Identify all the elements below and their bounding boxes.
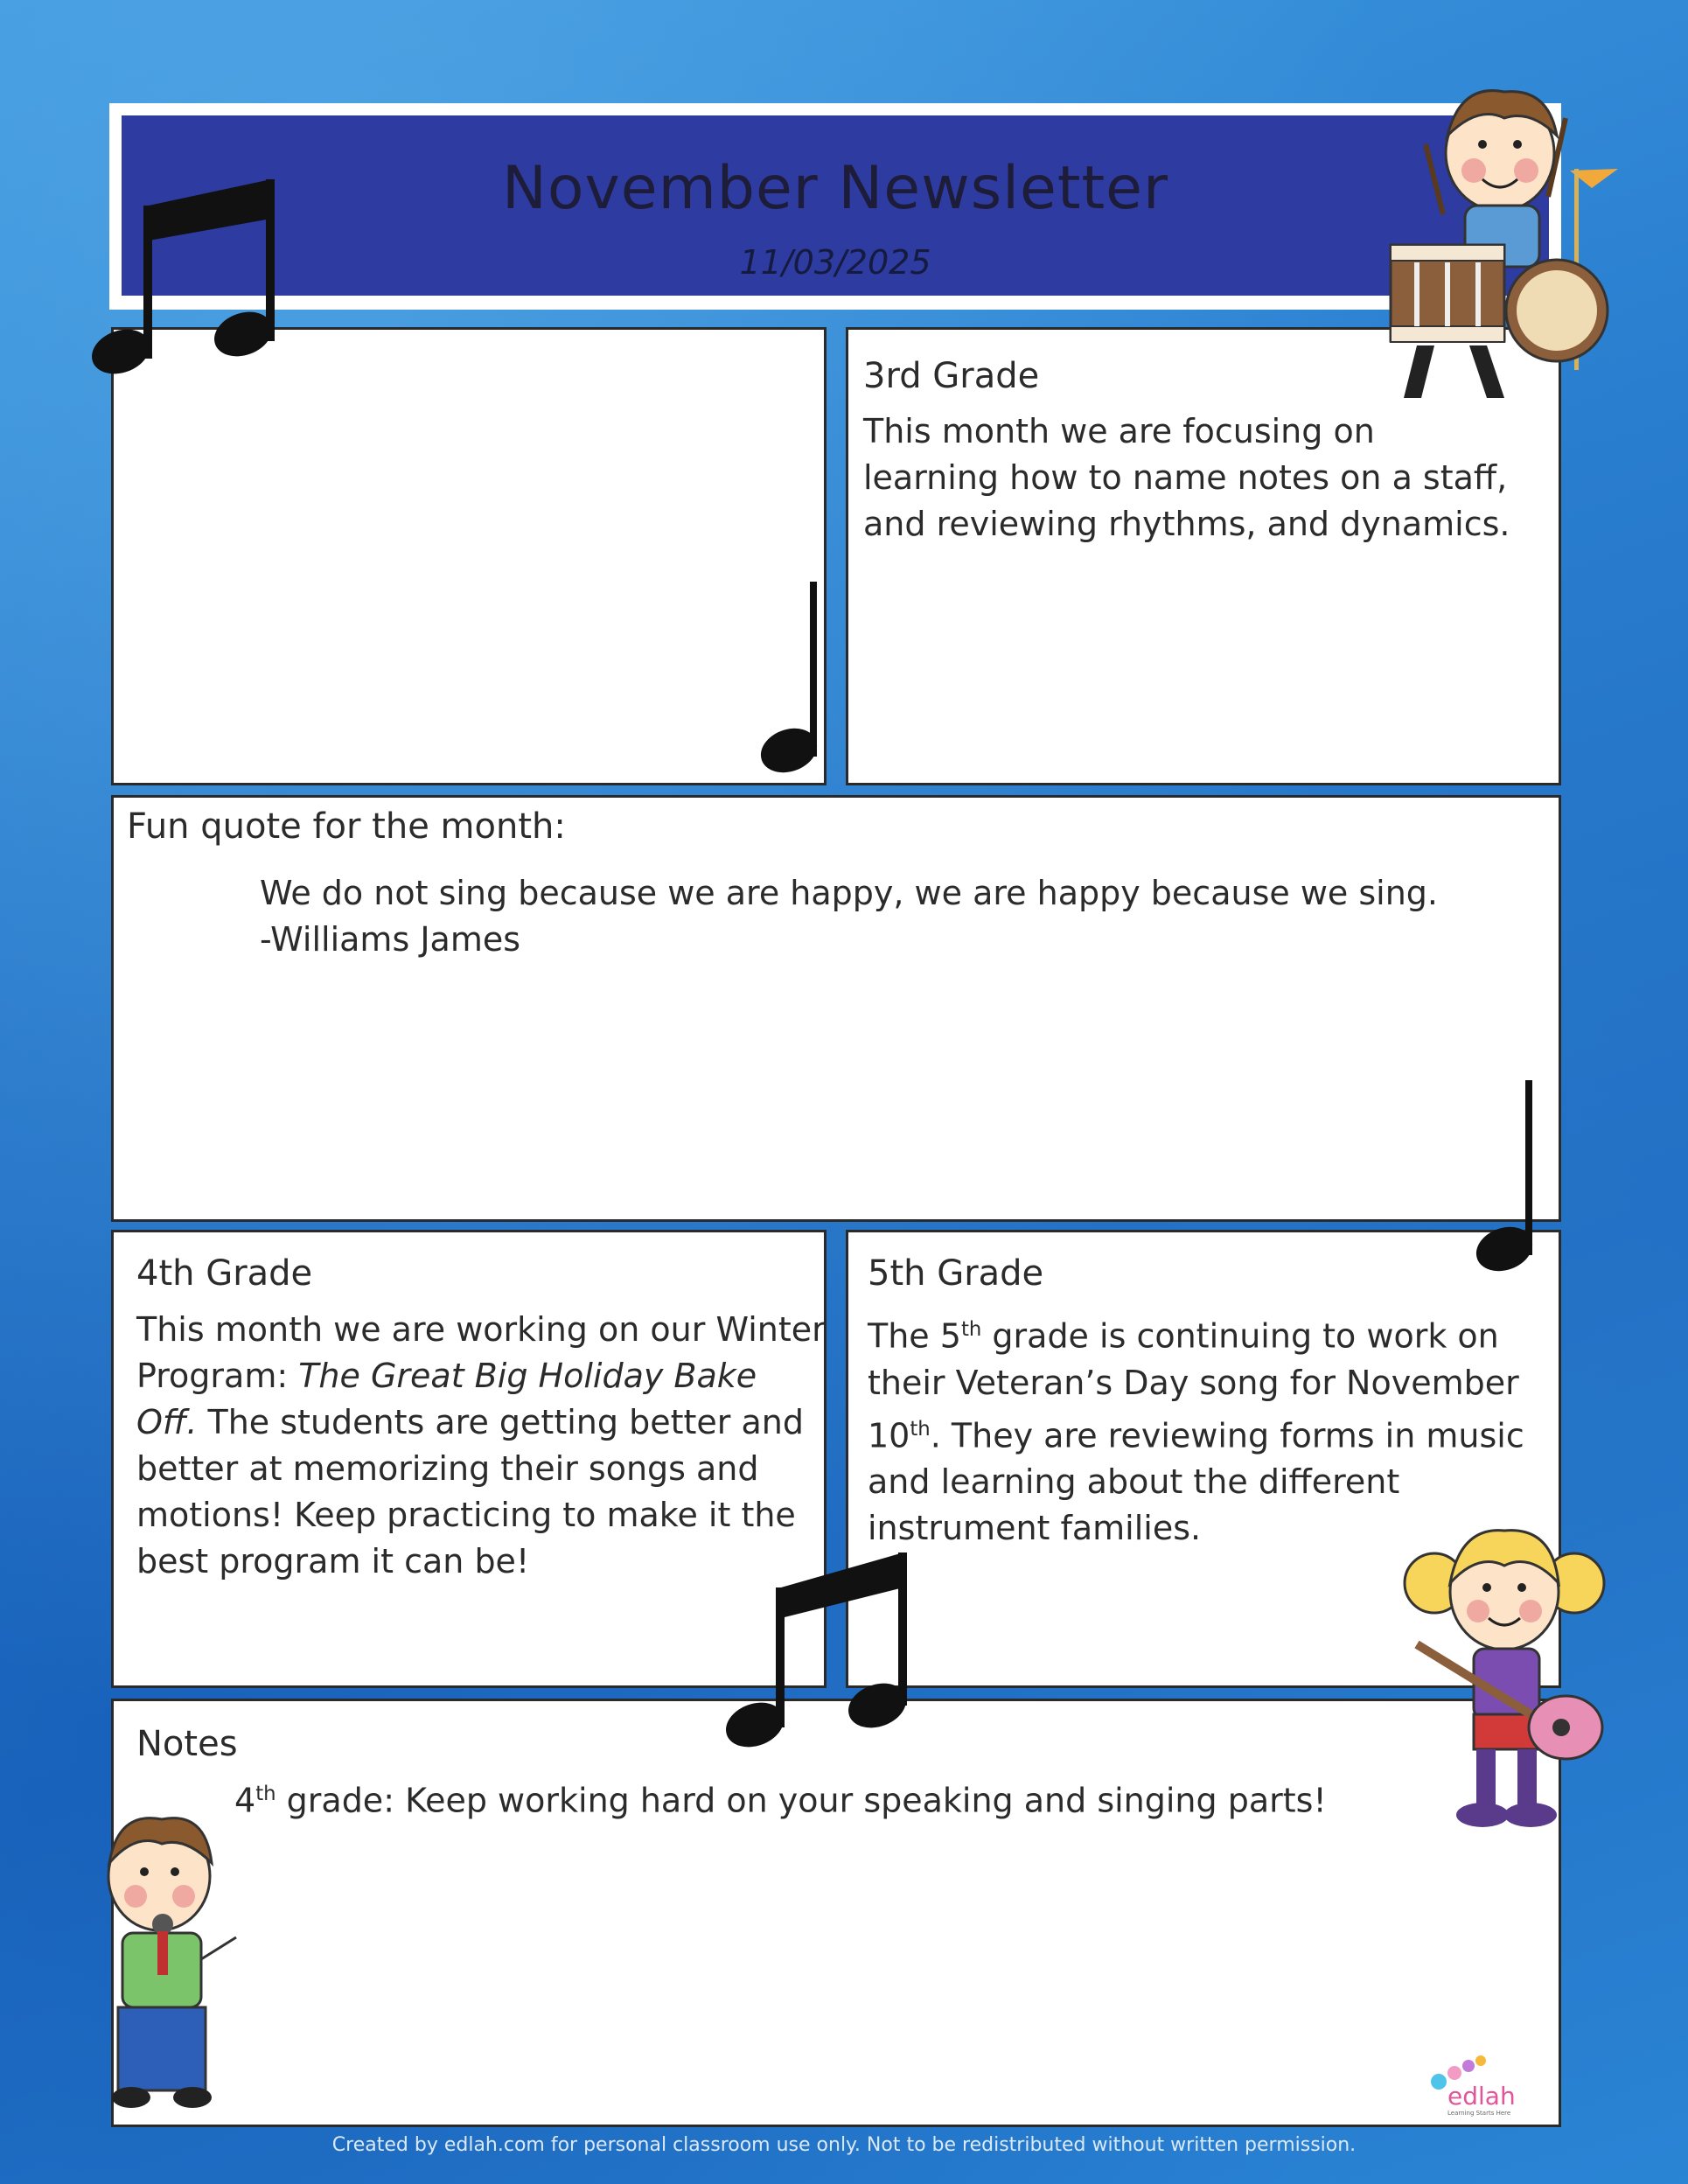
quote-panel xyxy=(111,795,1561,1222)
fourth-grade-text-end: The students are getting better and better at memorizing their songs and motions! Keep practicing to make it the best program it can be! xyxy=(136,1403,804,1580)
fifth-grade-text-1: The 5 xyxy=(868,1316,961,1356)
fifth-grade-text-3: . They are reviewing forms in music and learning about the different instrument families. xyxy=(868,1416,1524,1548)
drummer-kid-illustration xyxy=(1382,83,1627,407)
footer-disclaimer: Created by edlah.com for personal classroom use only. Not to be redistributed without written permission. xyxy=(331,2134,1357,2156)
newsletter-date: 11/03/2025 xyxy=(739,243,931,282)
fourth-grade-panel xyxy=(111,1230,827,1688)
ordinal-suffix: th xyxy=(960,1318,982,1341)
third-grade-heading: 3rd Grade xyxy=(863,356,1040,396)
quote-heading: Fun quote for the month: xyxy=(127,806,566,847)
quarter-note-icon xyxy=(754,577,833,778)
logo-text: edlah xyxy=(1447,2082,1516,2111)
notes-text xyxy=(234,1771,1503,1825)
quote-author: -Williams James xyxy=(260,920,521,959)
singer-kid-illustration xyxy=(87,1811,262,2117)
logo-tagline: Learning Starts Here xyxy=(1447,2110,1511,2117)
eighth-notes-icon xyxy=(722,1539,923,1749)
guitar-girl-illustration xyxy=(1399,1513,1618,1837)
program-title: The Great Big Holiday Bake Off. xyxy=(136,1357,757,1441)
fifth-grade-text-2: grade is continuing to work on their Veteran’s Day song for November 10 xyxy=(868,1316,1519,1455)
header-banner xyxy=(109,103,1561,310)
newsletter-title: November Newsletter xyxy=(502,154,1168,223)
quarter-note-icon xyxy=(1469,1076,1548,1277)
edlah-logo xyxy=(1412,2055,1544,2117)
eighth-notes-icon xyxy=(87,166,289,385)
third-grade-text: This month we are focusing on learning how to name notes on a staff, and reviewing rhythms, and dynamics. xyxy=(863,412,1510,543)
ordinal-suffix: th xyxy=(910,1417,931,1441)
header-title-bar xyxy=(122,115,1549,296)
ordinal-suffix: th xyxy=(255,1783,276,1805)
quote-text: We do not sing because we are happy, we are happy because we sing. xyxy=(260,874,1438,912)
notes-text-body: grade: Keep working hard on your speaking and singing parts! xyxy=(276,1781,1327,1820)
fourth-grade-heading: 4th Grade xyxy=(136,1253,313,1294)
notes-heading: Notes xyxy=(136,1724,238,1764)
fourth-grade-text-start: This month we are working on our Winter Program: xyxy=(136,1310,826,1395)
fifth-grade-heading: 5th Grade xyxy=(868,1253,1044,1294)
notes-grade: 4 xyxy=(234,1781,256,1820)
notes-panel xyxy=(111,1699,1561,2127)
empty-panel xyxy=(111,327,827,785)
